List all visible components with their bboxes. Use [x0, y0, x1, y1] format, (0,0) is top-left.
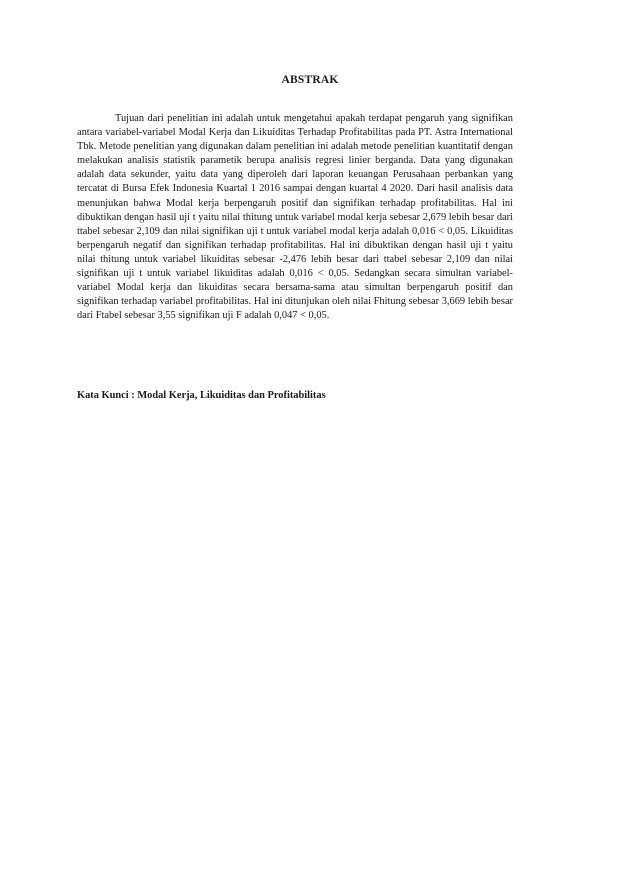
keywords-line: Kata Kunci : Modal Kerja, Likuiditas dan Profitabilitas: [77, 390, 326, 401]
abstract-body: Tujuan dari penelitian ini adalah untuk mengetahui apakah terdapat pengaruh yang signifikan antara variabel-variabel Modal Kerja dan Likuiditas Terhadap Profitabilitas pada PT. Astra International Tbk. Metode penelitian yang digunakan dalam penelitian ini adalah metode penelitian kuantitatif dengan melakukan analisis statistik parametik berupa analisis regresi linier berganda. Data yang digunakan adalah data sekunder, yaitu data yang diperoleh dari laporan keuangan Perusahaan perbankan yang tercatat di Bursa Efek Indonesia Kuartal 1 2016 sampai dengan kuartal 4 2020. Dari hasil analisis data menunjukan bahwa Modal kerja berpengaruh positif dan signifikan terhadap profitabilitas. Hal ini dibuktikan dengan hasil uji t yaitu nilai thitung untuk variabel modal kerja sebesar 2,679 lebih besar dari ttabel sebesar 2,109 dan nilai signifikan uji t untuk variabel modal kerja adalah 0,016 < 0,05. Likuiditas berpengaruh negatif dan signifikan terhadap profitabilitas. Hal ini dibuktikan dengan hasil uji t yaitu nilai thitung untuk variabel likuiditas sebesar -2,476 lebih besar dari ttabel sebesar 2,109 dan nilai signifikan uji t untuk variabel likuiditas adalah 0,016 < 0,05. Sedangkan secara simultan variabel-variabel Modal kerja dan likuiditas secara bersama-sama atau simultan berpengaruh positif dan signifikan terhadap variabel profitabilitas. Hal ini ditunjukan oleh nilai Fhitung sebesar 3,669 lebih besar dari Ftabel sebesar 3,55 signifikan uji F adalah 0,047 < 0,05.: [77, 113, 514, 322]
abstract-title: ABSTRAK: [281, 74, 339, 86]
